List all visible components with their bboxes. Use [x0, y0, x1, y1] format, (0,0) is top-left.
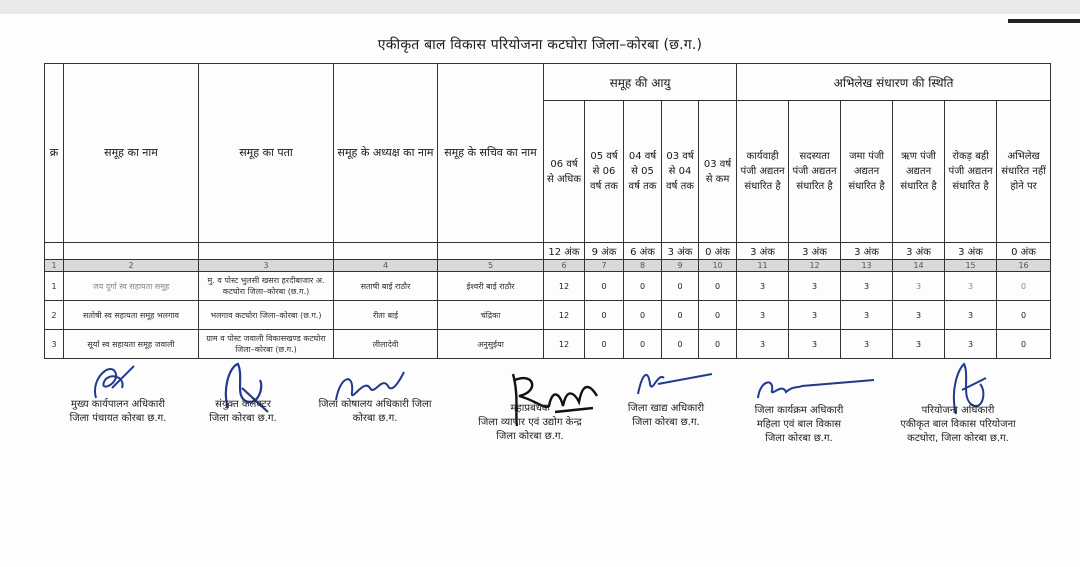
row-group-address: मु. व पोस्ट भुलसी खसरा हरदीबाजार अ. कटघोरा जिला–कोरबा (छ.ग.) [199, 272, 334, 301]
signature-title: जिला कोषालय अधिकारी जिला [318, 399, 432, 410]
signature-title: जिला खाद्य अधिकारी [627, 403, 705, 414]
row-group-name: जय दुर्गा स्व सहायता समूह [64, 272, 199, 301]
row-age-value: 0 [624, 272, 662, 301]
row-group-name: सूर्या स्व सहायता समूह जवाली [64, 330, 199, 359]
signature-district: जिला कोरबा छ.ग. [496, 431, 564, 442]
row-age-value: 0 [662, 272, 699, 301]
header-record-col: कार्यवाही पंजी अद्यतन संधारित है [737, 101, 789, 243]
marks-cell: 6 अंक [624, 243, 662, 260]
column-number: 10 [699, 260, 737, 272]
signature-block [878, 404, 1038, 446]
row-age-value: 0 [585, 330, 624, 359]
header-president: समूह के अध्यक्ष का नाम [334, 64, 438, 243]
row-age-value: 0 [662, 330, 699, 359]
signature-title: महाप्रबंधक [510, 403, 550, 414]
row-record-value: 3 [789, 301, 841, 330]
header-age-col: 06 वर्ष से अधिक [544, 101, 585, 243]
top-right-rule [1008, 19, 1080, 23]
signature-district: जिला कोरबा छ.ग. [765, 433, 833, 444]
row-record-value: 3 [893, 272, 945, 301]
marks-cell: 3 अंक [662, 243, 699, 260]
row-record-value: 3 [893, 330, 945, 359]
signature-office: कोरबा छ.ग. [352, 413, 398, 424]
marks-cell: 12 अंक [544, 243, 585, 260]
column-number: 3 [199, 260, 334, 272]
header-record-col: ऋण पंजी अद्यतन संधारित है [893, 101, 945, 243]
signature-title: संयुक्त कलेक्टर [215, 399, 271, 410]
header-group-address: समूह का पता [199, 64, 334, 243]
header-age-col: 05 वर्ष से 06 वर्ष तक [585, 101, 624, 243]
column-number: 9 [662, 260, 699, 272]
row-age-value: 0 [585, 301, 624, 330]
header-record-col: अभिलेख संधारित नहीं होने पर [997, 101, 1051, 243]
row-record-value: 3 [737, 301, 789, 330]
signature-office: जिला कोरबा छ.ग. [632, 417, 700, 428]
signature-title: मुख्य कार्यपालन अधिकारी [71, 399, 165, 410]
column-number: 7 [585, 260, 624, 272]
row-record-value: 0 [997, 301, 1051, 330]
row-secretary: ईश्वरी बाई राठौर [438, 272, 544, 301]
row-record-value: 3 [841, 301, 893, 330]
row-record-value: 3 [945, 272, 997, 301]
header-age-col: 03 वर्ष से 04 वर्ष तक [662, 101, 699, 243]
marks-cell: 0 अंक [997, 243, 1051, 260]
column-number: 1 [45, 260, 64, 272]
signature-office: जिला कोरबा छ.ग. [209, 413, 277, 424]
signature-block [188, 398, 298, 426]
marks-cell: 0 अंक [699, 243, 737, 260]
marks-cell: 9 अंक [585, 243, 624, 260]
marks-cell: 3 अंक [945, 243, 997, 260]
marks-cell: 3 अंक [893, 243, 945, 260]
row-record-value: 3 [841, 272, 893, 301]
row-group-name: सतोषी स्व सहायता समूह भलगाव [64, 301, 199, 330]
signature-title: परियोजना अधिकारी [921, 405, 995, 416]
row-record-value: 3 [945, 330, 997, 359]
header-age-group: समूह की आयु [544, 64, 737, 101]
header-group-name: समूह का नाम [64, 64, 199, 243]
row-group-address: ग्राम व पोस्ट जवाली विकासखण्ड कटघोरा जिला–कोरबा (छ.ग.) [199, 330, 334, 359]
row-record-value: 3 [737, 272, 789, 301]
column-number: 4 [334, 260, 438, 272]
signature-office: महिला एवं बाल विकास [756, 419, 842, 430]
row-record-value: 0 [997, 330, 1051, 359]
column-number: 14 [893, 260, 945, 272]
header-secretary: समूह के सचिव का नाम [438, 64, 544, 243]
header-record-col: रोकड़ बही पंजी अद्यतन संधारित है [945, 101, 997, 243]
table-row [45, 301, 1051, 330]
header-age-col: 03 वर्ष से कम [699, 101, 737, 243]
row-record-value: 3 [789, 330, 841, 359]
row-age-value: 12 [544, 272, 585, 301]
marks-cell: 3 अंक [841, 243, 893, 260]
header-record-col: जमा पंजी अद्यतन संधारित है [841, 101, 893, 243]
row-age-value: 0 [585, 272, 624, 301]
column-number: 6 [544, 260, 585, 272]
row-record-value: 3 [789, 272, 841, 301]
signature-block [460, 402, 600, 444]
row-age-value: 12 [544, 330, 585, 359]
row-secretary: चंद्रिका [438, 301, 544, 330]
row-record-value: 3 [893, 301, 945, 330]
signature-scribble [628, 364, 718, 404]
row-group-address: भलगाव कटघोरा जिला–कोरबा (छ.ग.) [199, 301, 334, 330]
row-age-value: 0 [624, 301, 662, 330]
signature-block [300, 398, 450, 426]
signature-office: जिला व्यापार एवं उद्योग केन्द्र [478, 417, 582, 428]
column-number: 2 [64, 260, 199, 272]
row-age-value: 0 [699, 301, 737, 330]
signature-block [48, 398, 188, 426]
row-age-value: 12 [544, 301, 585, 330]
row-age-value: 0 [662, 301, 699, 330]
header-age-col: 04 वर्ष से 05 वर्ष तक [624, 101, 662, 243]
row-president: रीता बाई [334, 301, 438, 330]
table-row [45, 272, 1051, 301]
signature-district: कटघोरा, जिला कोरबा छ.ग. [907, 433, 1009, 444]
row-sno: 2 [45, 301, 64, 330]
row-sno: 3 [45, 330, 64, 359]
header-record-group: अभिलेख संधारण की स्थिति [737, 64, 1051, 101]
row-president: सताषी बाई राठौर [334, 272, 438, 301]
table-row [45, 330, 1051, 359]
row-record-value: 0 [997, 272, 1051, 301]
row-president: लीलादेवी [334, 330, 438, 359]
signature-office: एकीकृत बाल विकास परियोजना [900, 419, 1016, 430]
header-sno: क्र [45, 64, 64, 243]
column-number: 11 [737, 260, 789, 272]
column-number: 15 [945, 260, 997, 272]
header-record-col: सदस्यता पंजी अद्यतन संधारित है [789, 101, 841, 243]
marks-cell: 3 अंक [789, 243, 841, 260]
column-number: 5 [438, 260, 544, 272]
column-number: 13 [841, 260, 893, 272]
row-sno: 1 [45, 272, 64, 301]
column-number: 12 [789, 260, 841, 272]
row-record-value: 3 [945, 301, 997, 330]
column-number: 8 [624, 260, 662, 272]
document-title: एकीकृत बाल विकास परियोजना कटघोरा जिला–कोरबा (छ.ग.) [377, 37, 703, 53]
signature-scribble [752, 374, 878, 404]
row-age-value: 0 [699, 330, 737, 359]
column-number: 16 [997, 260, 1051, 272]
signature-title: जिला कार्यक्रम अधिकारी [754, 405, 844, 416]
row-secretary: अनुसुईया [438, 330, 544, 359]
signature-block [606, 402, 726, 430]
row-record-value: 3 [841, 330, 893, 359]
signature-block [734, 404, 864, 446]
top-margin-strip [0, 0, 1080, 14]
row-record-value: 3 [737, 330, 789, 359]
signature-office: जिला पंचायत कोरबा छ.ग. [69, 413, 167, 424]
marks-cell: 3 अंक [737, 243, 789, 260]
row-age-value: 0 [699, 272, 737, 301]
record-table [44, 63, 1051, 359]
row-age-value: 0 [624, 330, 662, 359]
